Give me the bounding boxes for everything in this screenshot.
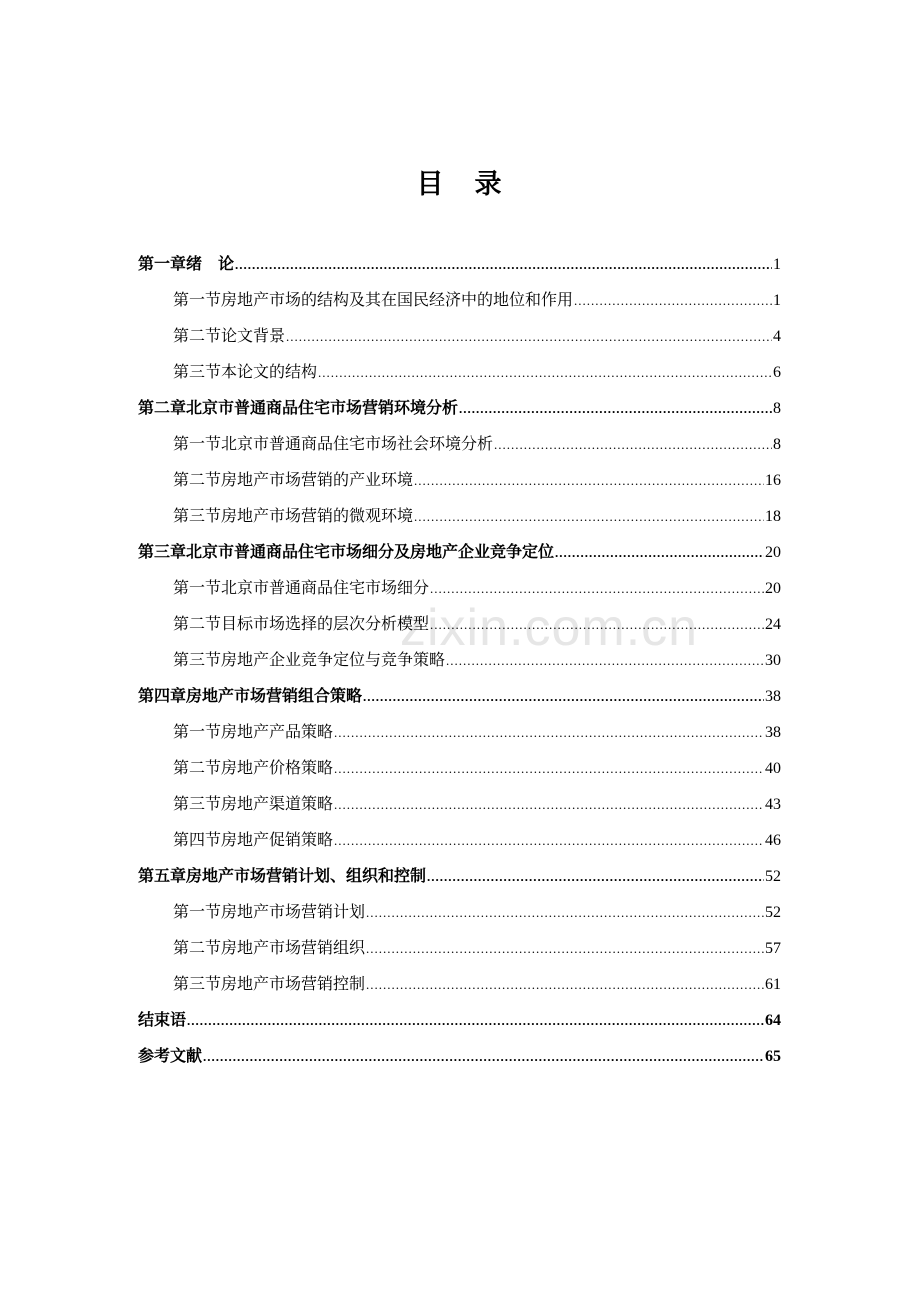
toc-page: 20 (765, 580, 781, 597)
toc-page: 30 (765, 652, 781, 669)
toc-page: 57 (765, 940, 781, 957)
toc-page: 24 (765, 616, 781, 633)
watermark: zixin.com.cn (400, 599, 699, 657)
toc-number: 第三节 (173, 506, 222, 525)
toc-chapter-1[interactable] (138, 246, 781, 282)
toc-title: 房地产市场营销的产业环境 (221, 470, 414, 489)
toc-title: 参考文献 (138, 1046, 203, 1065)
toc-section[interactable] (138, 318, 781, 354)
toc-page: 52 (765, 868, 781, 885)
toc-number: 第三节 (173, 794, 222, 813)
toc-section[interactable] (138, 894, 781, 930)
toc-page: 8 (773, 400, 781, 417)
toc-number: 第一节 (173, 902, 222, 921)
toc-section[interactable] (138, 966, 781, 1002)
toc-title: 房地产市场营销控制 (221, 974, 366, 993)
toc-number: 第二章 (138, 398, 187, 417)
toc-page: 4 (773, 328, 781, 345)
toc-section[interactable] (138, 822, 781, 858)
toc-title: 结束语 (138, 1010, 187, 1029)
toc-title: 北京市普通商品住宅市场社会环境分析 (221, 434, 494, 453)
dot-leader (366, 895, 764, 931)
dot-leader (363, 679, 764, 715)
toc-number: 第一章 (138, 254, 187, 273)
toc-page: 40 (765, 760, 781, 777)
dot-leader (430, 571, 764, 607)
toc-number: 第二节 (173, 938, 222, 957)
toc-number: 第二节 (173, 614, 222, 633)
toc-page: 16 (765, 472, 781, 489)
toc-title: 本论文的结构 (221, 362, 318, 381)
dot-leader (318, 355, 772, 391)
toc-chapter-3[interactable] (138, 534, 781, 570)
toc-page: 20 (765, 544, 781, 561)
toc-page: 64 (765, 1012, 781, 1029)
toc-number: 第三节 (173, 362, 222, 381)
toc-page: 65 (765, 1048, 781, 1065)
toc-number: 第二节 (173, 758, 222, 777)
dot-leader (334, 751, 764, 787)
toc-section[interactable] (138, 930, 781, 966)
toc-number: 第四节 (173, 830, 222, 849)
toc-page: 1 (773, 256, 781, 273)
toc-page: 46 (765, 832, 781, 849)
dot-leader (555, 535, 764, 571)
toc-title: 论文背景 (221, 326, 286, 345)
dot-leader (366, 967, 764, 1003)
toc-section[interactable] (138, 426, 781, 462)
toc-number: 第一节 (173, 722, 222, 741)
toc-title: 北京市普通商品住宅市场营销环境分析 (186, 398, 459, 417)
dot-leader (430, 607, 764, 643)
dot-leader (334, 787, 764, 823)
page-title: 目 录 (416, 169, 504, 200)
dot-leader (203, 1039, 764, 1075)
toc-title: 房地产市场营销组合策略 (186, 686, 363, 705)
toc-section[interactable] (138, 714, 781, 750)
toc-page: 1 (773, 292, 781, 309)
dot-leader (187, 1003, 764, 1039)
toc-page: 52 (765, 904, 781, 921)
toc-title: 房地产市场营销计划、组织和控制 (186, 866, 427, 885)
toc-section[interactable] (138, 354, 781, 390)
toc-page: 6 (773, 364, 781, 381)
toc-section[interactable] (138, 642, 781, 678)
toc-title: 房地产产品策略 (221, 722, 334, 741)
toc-number: 第四章 (138, 686, 187, 705)
toc-references[interactable] (138, 1038, 781, 1074)
toc-title: 房地产市场营销组织 (221, 938, 366, 957)
toc-title: 绪 论 (186, 254, 235, 273)
dot-leader (334, 823, 764, 859)
toc-title: 房地产市场营销计划 (221, 902, 366, 921)
toc-number: 第五章 (138, 866, 187, 885)
dot-leader (235, 247, 772, 283)
toc-section[interactable] (138, 282, 781, 318)
toc-conclusion[interactable] (138, 1002, 781, 1038)
dot-leader (414, 463, 764, 499)
toc-page: 43 (765, 796, 781, 813)
toc-page: 61 (765, 976, 781, 993)
table-of-contents (138, 246, 781, 1074)
toc-page: 18 (765, 508, 781, 525)
toc-number: 第三节 (173, 650, 222, 669)
toc-section[interactable] (138, 606, 781, 642)
toc-chapter-2[interactable] (138, 390, 781, 426)
dot-leader (446, 643, 764, 679)
toc-title: 目标市场选择的层次分析模型 (221, 614, 430, 633)
toc-number: 第一节 (173, 290, 222, 309)
toc-number: 第二节 (173, 470, 222, 489)
toc-title: 房地产渠道策略 (221, 794, 334, 813)
dot-leader (459, 391, 772, 427)
toc-number: 第三章 (138, 542, 187, 561)
toc-number: 第二节 (173, 326, 222, 345)
dot-leader (414, 499, 764, 535)
toc-page: 38 (765, 724, 781, 741)
toc-page: 8 (773, 436, 781, 453)
toc-section[interactable] (138, 570, 781, 606)
toc-number: 第三节 (173, 974, 222, 993)
dot-leader (286, 319, 772, 355)
dot-leader (366, 931, 764, 967)
toc-chapter-4[interactable] (138, 678, 781, 714)
toc-title: 房地产市场的结构及其在国民经济中的地位和作用 (221, 290, 574, 309)
toc-title: 房地产促销策略 (221, 830, 334, 849)
dot-leader (334, 715, 764, 751)
toc-title: 房地产市场营销的微观环境 (221, 506, 414, 525)
toc-title: 北京市普通商品住宅市场细分及房地产企业竞争定位 (186, 542, 555, 561)
toc-page: 38 (765, 688, 781, 705)
toc-section[interactable] (138, 786, 781, 822)
toc-section[interactable] (138, 498, 781, 534)
toc-chapter-5[interactable] (138, 858, 781, 894)
toc-title: 房地产价格策略 (221, 758, 334, 777)
toc-section[interactable] (138, 462, 781, 498)
toc-section[interactable] (138, 750, 781, 786)
dot-leader (494, 427, 772, 463)
toc-number: 第一节 (173, 578, 222, 597)
toc-title: 房地产企业竞争定位与竞争策略 (221, 650, 446, 669)
toc-number: 第一节 (173, 434, 222, 453)
dot-leader (427, 859, 764, 895)
dot-leader (574, 283, 772, 319)
toc-title: 北京市普通商品住宅市场细分 (221, 578, 430, 597)
